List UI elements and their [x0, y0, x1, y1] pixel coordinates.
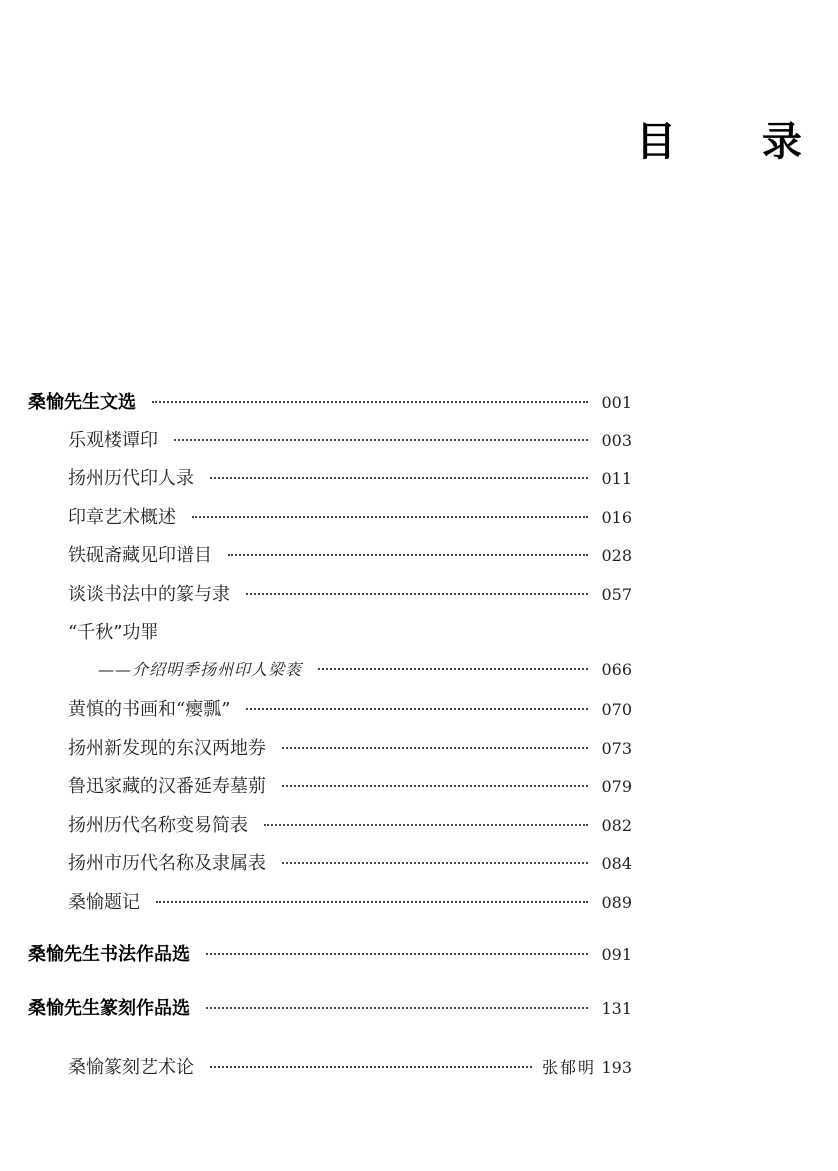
toc-entry-title: “千秋”功罪: [68, 622, 159, 643]
toc-entry-title: 扬州市历代名称及隶属表: [68, 853, 266, 874]
toc-entry-title: 桑愉题记: [68, 892, 140, 913]
toc-entry-title: 黄慎的书画和“瘿瓢”: [68, 699, 231, 720]
toc-page-number: 091: [601, 945, 632, 964]
toc-page-number: 193: [601, 1058, 632, 1077]
toc-section-title: 桑愉先生篆刻作品选: [28, 998, 190, 1019]
toc-entry-title: 扬州新发现的东汉两地券: [68, 738, 266, 759]
toc-entry[interactable]: [68, 695, 632, 725]
dot-leader: [282, 862, 588, 864]
dot-leader: [206, 953, 588, 955]
toc-section-title: 桑愉先生文选: [28, 392, 136, 413]
toc-entry[interactable]: [68, 888, 632, 918]
toc-entry-title: 扬州历代名称变易简表: [68, 815, 248, 836]
toc-entry[interactable]: [68, 541, 632, 571]
dot-leader: [152, 401, 588, 403]
dot-leader: [156, 901, 588, 903]
toc-entry-title: 鲁迅家藏的汉番延寿墓莂: [68, 776, 266, 797]
toc-page-number: 070: [601, 700, 632, 719]
page-title: 目 录: [636, 119, 838, 165]
dot-leader: [228, 554, 588, 556]
toc-entry-title: 桑愉篆刻艺术论: [68, 1057, 194, 1078]
dot-leader: [282, 747, 588, 749]
toc-entry[interactable]: [68, 811, 632, 841]
toc-page-number: 073: [601, 739, 632, 758]
toc-entry-subtitle[interactable]: [98, 657, 632, 687]
dot-leader: [206, 1007, 588, 1009]
toc-page-number: 028: [601, 546, 632, 565]
toc-section[interactable]: [28, 388, 632, 418]
dot-leader: [174, 439, 588, 441]
dot-leader: [246, 593, 588, 595]
toc-entry[interactable]: [68, 464, 632, 494]
toc-entry[interactable]: [68, 1053, 632, 1083]
toc-page-number: 057: [601, 585, 632, 604]
toc-entry[interactable]: [68, 772, 632, 802]
toc-entry[interactable]: [68, 426, 632, 456]
toc-entry[interactable]: [68, 734, 632, 764]
toc-page-number: 082: [601, 816, 632, 835]
toc-page-number: 011: [601, 469, 632, 488]
toc-entry-title: 扬州历代印人录: [68, 468, 194, 489]
dot-leader: [192, 516, 588, 518]
toc-page-number: 079: [601, 777, 632, 796]
toc-entry[interactable]: [68, 580, 632, 610]
toc-entry-title: 乐观楼谭印: [68, 430, 158, 451]
toc-section[interactable]: [28, 940, 632, 970]
dot-leader: [264, 824, 588, 826]
toc-page-number: 001: [601, 393, 632, 412]
toc-section-title: 桑愉先生书法作品选: [28, 944, 190, 965]
toc-entry-title: 铁砚斋藏见印谱目: [68, 545, 212, 566]
toc-entry-author: 张郁明: [541, 1058, 596, 1077]
toc-section[interactable]: [28, 994, 632, 1024]
dot-leader: [210, 1066, 532, 1068]
toc-page-number: 066: [601, 660, 632, 679]
toc-entry-title: 印章艺术概述: [68, 507, 176, 528]
toc-entry[interactable]: [68, 618, 632, 648]
toc-page-number: 089: [601, 893, 632, 912]
dot-leader: [210, 477, 588, 479]
toc-page-number: 084: [601, 854, 632, 873]
toc-entry-title: ——介绍明季扬州印人梁袠: [98, 660, 303, 679]
toc-page-number: 131: [601, 999, 632, 1018]
toc-entry-title: 谈谈书法中的篆与隶: [68, 584, 230, 605]
dot-leader: [282, 785, 588, 787]
toc-page-number: 016: [601, 508, 632, 527]
toc-entry[interactable]: [68, 849, 632, 879]
dot-leader: [246, 708, 588, 710]
dot-leader: [318, 668, 588, 670]
toc-entry[interactable]: [68, 503, 632, 533]
toc-page-number: 003: [601, 431, 632, 450]
